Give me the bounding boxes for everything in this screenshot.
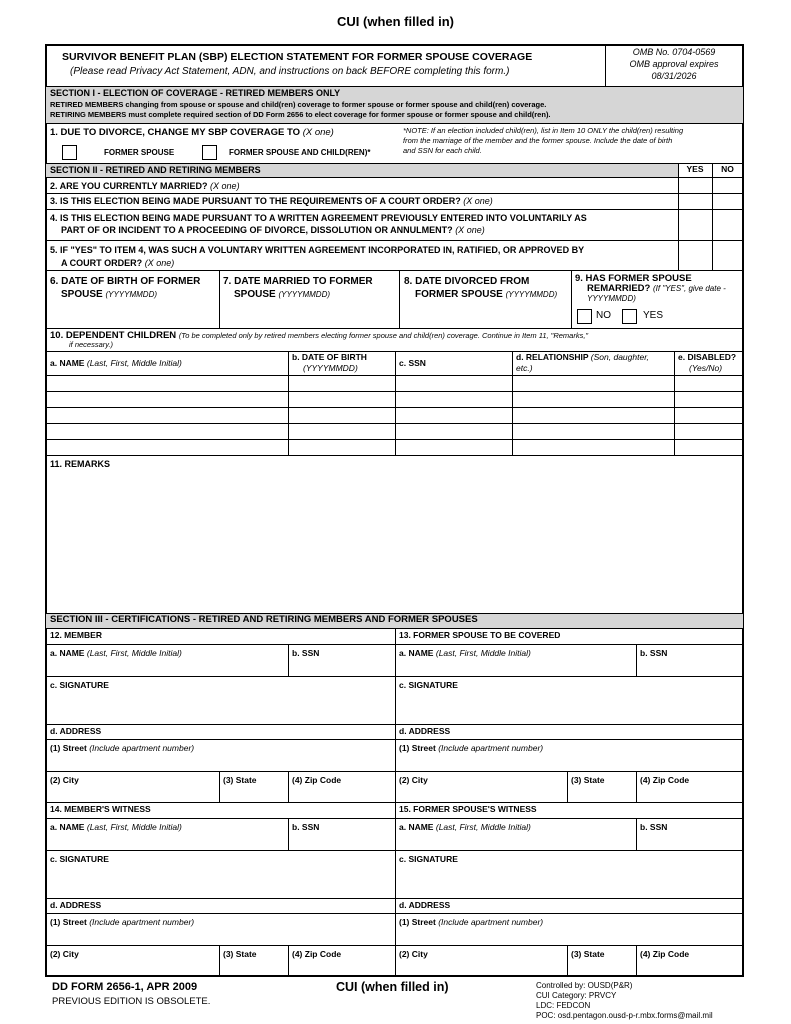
- spouse-street-field[interactable]: [396, 755, 743, 770]
- member-witness-city-label: (2) City: [50, 949, 79, 959]
- spouse-witness-signature-label: c. SIGNATURE: [399, 854, 458, 864]
- spouse-ssn-label: b. SSN: [640, 648, 668, 658]
- item9-note: (If "YES", give date -: [652, 284, 726, 293]
- member-witness-address-label: d. ADDRESS: [50, 900, 102, 910]
- q2-label: [50, 181, 240, 191]
- divider: [46, 802, 743, 803]
- q4-text: PART OF OR INCIDENT TO A PROCEEDING OF DIVORCE, DISSOLUTION OR ANNULMENT?: [61, 225, 453, 235]
- form-title: SURVIVOR BENEFIT PLAN (SBP) ELECTION STATEMENT FOR FORMER SPOUSE COVERAGE: [62, 51, 533, 63]
- q3-note: (X one): [463, 196, 493, 206]
- col-dob-header: b. DATE OF BIRTH: [292, 352, 367, 362]
- remarried-yes-label: YES: [643, 310, 664, 321]
- item9-note2: YYYYMMDD): [587, 294, 636, 303]
- label-text: a. NAME: [50, 822, 85, 832]
- label-text: (1) Street: [50, 743, 87, 753]
- date-married-field[interactable]: [220, 302, 398, 327]
- omb-date: 08/31/2026: [651, 71, 697, 81]
- table-row[interactable]: [47, 392, 743, 407]
- member-state-label: (3) State: [223, 775, 257, 785]
- item7-text: SPOUSE: [234, 289, 276, 300]
- poc-email: POC: osd.pentagon.ousd-p-r.mbx.forms@mail.mil: [536, 1011, 713, 1020]
- spouse-witness-zip-field[interactable]: [637, 961, 743, 975]
- q4-no-cell[interactable]: [713, 210, 743, 240]
- item8-text: FORMER SPOUSE: [415, 289, 503, 300]
- former-spouse-children-label: FORMER SPOUSE AND CHILD(REN)*: [229, 148, 371, 157]
- divider: [46, 86, 743, 87]
- item14-title: 14. MEMBER'S WITNESS: [50, 804, 151, 814]
- spouse-witness-city-label: (2) City: [399, 949, 428, 959]
- item9-line1: 9. HAS FORMER SPOUSE: [575, 273, 692, 284]
- member-name-field[interactable]: [47, 660, 287, 675]
- member-witness-ssn-field[interactable]: [289, 834, 394, 849]
- spouse-name-field[interactable]: [396, 660, 635, 675]
- member-ssn-field[interactable]: [289, 660, 394, 675]
- col-relationship: d. RELATIONSHIP: [516, 352, 589, 362]
- member-witness-street-label: [50, 918, 194, 928]
- q5-note: (X one): [144, 258, 175, 268]
- spouse-signature-label: c. SIGNATURE: [399, 680, 458, 690]
- q3-no-cell[interactable]: [713, 194, 743, 209]
- item10-note: (To be completed only by retired members electing former spouse and child(ren) coverage. Continue in Item 11, "Remarks,": [178, 331, 589, 340]
- col-disabled-header: e. DISABLED?: [678, 352, 737, 362]
- spouse-witness-street-label: [399, 918, 543, 928]
- col-ssn-header: c. SSN: [399, 358, 426, 368]
- note-line3: and SSN for each child.: [403, 146, 482, 155]
- spouse-ssn-field[interactable]: [637, 660, 743, 675]
- spouse-witness-state-label: (3) State: [571, 949, 605, 959]
- q4-line2: [61, 225, 485, 235]
- divider: [46, 898, 743, 899]
- member-street-label: [50, 744, 194, 754]
- col-dob-note: (YYYYMMDD): [303, 363, 358, 373]
- col-relationship-note: (Son, daughter,: [590, 352, 649, 362]
- divider: [46, 644, 743, 645]
- divider: [46, 676, 743, 677]
- item10-note2: if necessary.): [69, 340, 114, 349]
- note-line2: from the marriage of the member and the former spouse. Include the date of birth: [403, 136, 673, 145]
- table-row[interactable]: [47, 376, 743, 391]
- item6-text: SPOUSE: [61, 289, 103, 300]
- q4-note: (X one): [455, 225, 485, 235]
- item1-text: 1. DUE TO DIVORCE, CHANGE MY SBP COVERAGE TO: [50, 127, 301, 138]
- spouse-state-field[interactable]: [568, 787, 635, 801]
- member-city-label: (2) City: [50, 775, 79, 785]
- spouse-witness-state-field[interactable]: [568, 961, 635, 975]
- spouse-witness-zip-label: (4) Zip Code: [640, 949, 690, 959]
- divider: [46, 739, 743, 740]
- section1-line1: RETIRED MEMBERS changing from spouse or spouse and child(ren) coverage to former spouse or former spouse and child(ren) coverage.: [50, 100, 547, 109]
- q3-text: 3. IS THIS ELECTION BEING MADE PURSUANT TO THE REQUIREMENTS OF A COURT ORDER?: [50, 196, 461, 206]
- spouse-city-field[interactable]: [396, 787, 566, 801]
- spouse-zip-label: (4) Zip Code: [640, 775, 690, 785]
- item6-line1: 6. DATE OF BIRTH OF FORMER: [50, 276, 201, 287]
- spouse-witness-address-label: d. ADDRESS: [399, 900, 451, 910]
- section3-title: SECTION III - CERTIFICATIONS - RETIRED AND RETIRING MEMBERS AND FORMER SPOUSES: [50, 614, 478, 625]
- member-witness-zip-label: (4) Zip Code: [292, 949, 342, 959]
- divider: [46, 240, 743, 241]
- divider: [46, 177, 743, 178]
- spouse-witness-ssn-label: b. SSN: [640, 822, 668, 832]
- q2-no-cell[interactable]: [713, 178, 743, 193]
- spouse-witness-street-field[interactable]: [396, 929, 743, 944]
- spouse-witness-signature-field[interactable]: [396, 867, 743, 897]
- divider: [46, 193, 743, 194]
- member-witness-signature-field[interactable]: [47, 867, 394, 897]
- section1-title: SECTION I - ELECTION OF COVERAGE - RETIRED MEMBERS ONLY: [50, 88, 341, 98]
- spouse-witness-ssn-field[interactable]: [637, 834, 743, 849]
- item6-note: (YYYYMMDD): [105, 290, 158, 299]
- table-row[interactable]: [47, 440, 743, 455]
- member-witness-name-field[interactable]: [47, 834, 287, 849]
- q3-label: [50, 196, 493, 206]
- member-witness-state-label: (3) State: [223, 949, 257, 959]
- member-signature-field[interactable]: [47, 693, 394, 723]
- spouse-signature-field[interactable]: [396, 693, 743, 723]
- label-note: (Include apartment number): [438, 743, 544, 753]
- remarried-no-label: NO: [596, 310, 611, 321]
- divider: [46, 771, 743, 772]
- label-text: (1) Street: [399, 743, 436, 753]
- item7-note: (YYYYMMDD): [278, 290, 331, 299]
- section2-title: SECTION II - RETIRED AND RETIRING MEMBERS: [50, 165, 261, 175]
- spouse-city-label: (2) City: [399, 775, 428, 785]
- label-note: (Last, First, Middle Initial): [86, 648, 182, 658]
- label-text: a. NAME: [399, 648, 434, 658]
- member-witness-ssn-label: b. SSN: [292, 822, 320, 832]
- q2-yes-cell[interactable]: [679, 178, 712, 193]
- member-witness-city-field[interactable]: [47, 961, 218, 975]
- label-note: (Include apartment number): [89, 917, 195, 927]
- remarks-field[interactable]: [47, 472, 743, 612]
- dob-former-spouse-field[interactable]: [47, 302, 218, 327]
- form-number: DD FORM 2656-1, APR 2009: [52, 981, 198, 993]
- spouse-witness-city-field[interactable]: [396, 961, 566, 975]
- divider: [46, 913, 743, 914]
- no-header: NO: [721, 164, 734, 174]
- previous-edition: PREVIOUS EDITION IS OBSOLETE.: [52, 996, 211, 1007]
- divider: [46, 209, 743, 210]
- item1-label: [50, 128, 334, 139]
- item10-line1: [50, 331, 588, 342]
- member-state-field[interactable]: [220, 787, 287, 801]
- label-text: (1) Street: [50, 917, 87, 927]
- q5-text: A COURT ORDER?: [61, 258, 143, 268]
- q4-line1: 4. IS THIS ELECTION BEING MADE PURSUANT TO A WRITTEN AGREEMENT PREVIOUSLY ENTERED INTO VOLUNTARILY AS: [50, 213, 587, 223]
- divider: [571, 270, 572, 328]
- item1-note: (X one): [302, 127, 334, 138]
- spouse-witness-name-label: [399, 823, 531, 833]
- spouse-address-label: d. ADDRESS: [399, 726, 451, 736]
- col-name-header: [50, 359, 182, 369]
- q5-line1: 5. IF "YES" TO ITEM 4, WAS SUCH A VOLUNTARY WRITTEN AGREEMENT INCORPORATED IN, RATIFIED, OR APPROVED BY: [50, 245, 585, 255]
- member-name-label: [50, 649, 182, 659]
- label-note: (Include apartment number): [438, 917, 544, 927]
- omb-number: OMB No. 0704-0569: [632, 47, 716, 57]
- col-name-note: (Last, First, Middle Initial): [86, 358, 182, 368]
- item13-title: 13. FORMER SPOUSE TO BE COVERED: [399, 630, 561, 640]
- table-row[interactable]: [47, 424, 743, 439]
- divider: [46, 945, 743, 946]
- item8-line2: [415, 289, 557, 301]
- member-city-field[interactable]: [47, 787, 218, 801]
- label-note: (Last, First, Middle Initial): [86, 822, 182, 832]
- remarried-yes-checkbox[interactable]: [622, 309, 637, 324]
- yes-header: YES: [686, 164, 704, 174]
- item7-line2: [234, 289, 330, 301]
- ldc: LDC: FEDCON: [536, 1001, 591, 1010]
- label-note: (Last, First, Middle Initial): [435, 648, 531, 658]
- form-subtitle: (Please read Privacy Act Statement, ADN, and instructions on back BEFORE completing this form.): [70, 66, 510, 77]
- label-note: (Include apartment number): [89, 743, 195, 753]
- spouse-state-label: (3) State: [571, 775, 605, 785]
- former-spouse-children-checkbox[interactable]: [202, 145, 217, 160]
- date-divorced-field[interactable]: [400, 302, 570, 327]
- q2-note: (X one): [210, 181, 240, 191]
- spouse-zip-field[interactable]: [637, 787, 743, 801]
- member-witness-signature-label: c. SIGNATURE: [50, 854, 109, 864]
- member-witness-name-label: [50, 823, 182, 833]
- member-witness-street-field[interactable]: [47, 929, 394, 944]
- former-spouse-label: FORMER SPOUSE: [104, 148, 175, 157]
- remarks-label: 11. REMARKS: [50, 459, 111, 469]
- item6-line2: [61, 289, 157, 301]
- item12-title: 12. MEMBER: [50, 630, 102, 640]
- divider: [46, 123, 743, 124]
- item15-title: 15. FORMER SPOUSE'S WITNESS: [399, 804, 537, 814]
- member-zip-label: (4) Zip Code: [292, 775, 342, 785]
- former-spouse-checkbox[interactable]: [62, 145, 77, 160]
- item7-line1: 7. DATE MARRIED TO FORMER: [223, 276, 373, 287]
- q3-yes-cell[interactable]: [679, 194, 712, 209]
- cui-marking-top: CUI (when filled in): [337, 14, 454, 29]
- col-name: a. NAME: [50, 358, 85, 368]
- divider: [46, 724, 743, 725]
- remarried-no-checkbox[interactable]: [577, 309, 592, 324]
- member-street-field[interactable]: [47, 755, 394, 770]
- member-signature-label: c. SIGNATURE: [50, 680, 109, 690]
- col-relationship-note2: etc.): [516, 363, 533, 373]
- member-address-label: d. ADDRESS: [50, 726, 102, 736]
- q5-yes-cell[interactable]: [679, 241, 712, 270]
- label-text: a. NAME: [50, 648, 85, 658]
- col-relationship-header: [516, 353, 649, 363]
- member-ssn-label: b. SSN: [292, 648, 320, 658]
- item9-text: REMARRIED?: [587, 283, 651, 294]
- table-row[interactable]: [47, 408, 743, 423]
- label-text: a. NAME: [399, 822, 434, 832]
- cui-category: CUI Category: PRVCY: [536, 991, 617, 1000]
- omb-approval: OMB approval expires: [629, 59, 719, 69]
- member-witness-zip-field[interactable]: [289, 961, 394, 975]
- controlled-by: Controlled by: OUSD(P&R): [536, 981, 633, 990]
- cui-marking-bottom: CUI (when filled in): [336, 980, 449, 994]
- divider: [46, 850, 743, 851]
- spouse-name-label: [399, 649, 531, 659]
- member-witness-state-field[interactable]: [220, 961, 287, 975]
- note-line1: *NOTE: If an election included child(ren), list in Item 10 ONLY the child(ren) resulting: [403, 126, 684, 135]
- col-disabled-note: (Yes/No): [689, 363, 723, 373]
- q5-no-cell[interactable]: [713, 241, 743, 270]
- item10-text: 10. DEPENDENT CHILDREN: [50, 330, 177, 341]
- divider: [46, 455, 743, 456]
- q2-text: 2. ARE YOU CURRENTLY MARRIED?: [50, 181, 208, 191]
- spouse-witness-name-field[interactable]: [396, 834, 635, 849]
- divider: [46, 270, 743, 271]
- label-note: (Last, First, Middle Initial): [435, 822, 531, 832]
- section1-line2: RETIRING MEMBERS must complete required section of DD Form 2656 to elect coverage for former spouse or former spouse and child(ren).: [50, 110, 551, 119]
- divider: [46, 818, 743, 819]
- label-text: (1) Street: [399, 917, 436, 927]
- item8-line1: 8. DATE DIVORCED FROM: [404, 276, 530, 287]
- item8-note: (YYYYMMDD): [505, 290, 558, 299]
- divider: [46, 163, 743, 164]
- spouse-street-label: [399, 744, 543, 754]
- member-zip-field[interactable]: [289, 787, 394, 801]
- q4-yes-cell[interactable]: [679, 210, 712, 240]
- divider: [46, 328, 743, 329]
- q5-line2: [61, 258, 174, 268]
